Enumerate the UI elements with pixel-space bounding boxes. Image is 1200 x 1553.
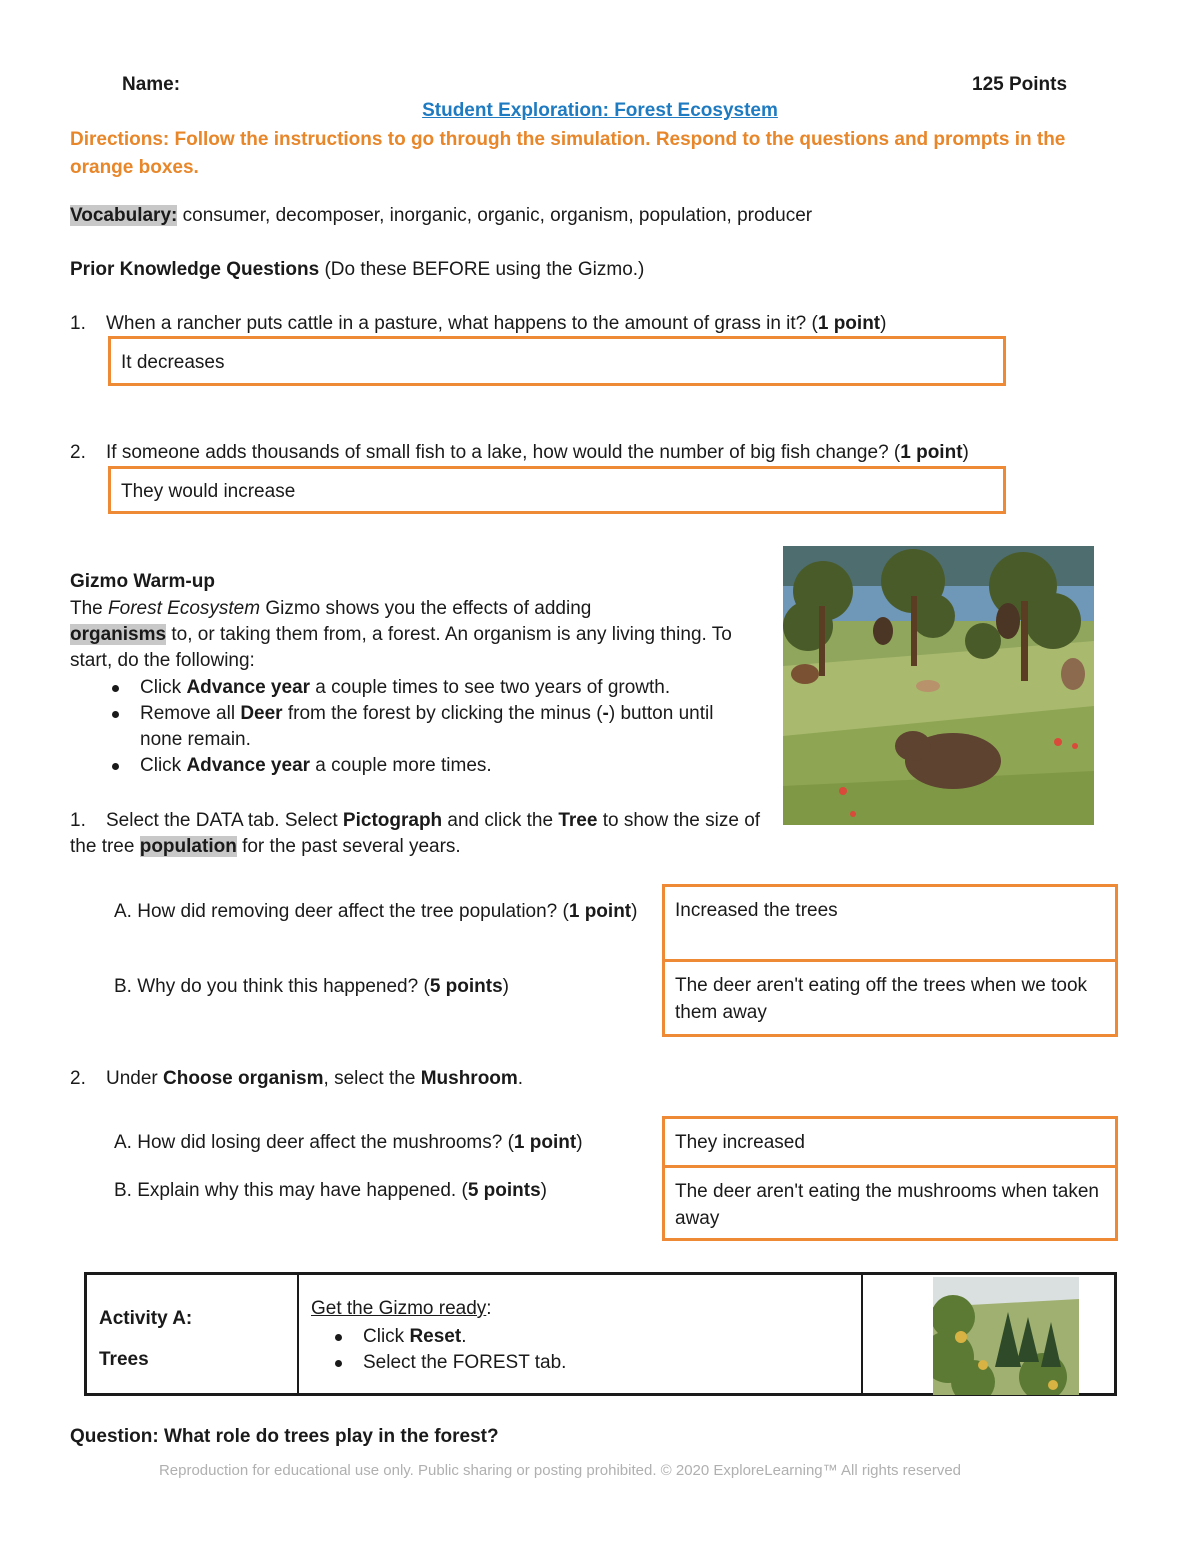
question-text: If someone adds thousands of small fish to a lake, how would the number of big fish change? ( [106,442,901,463]
answer-box-prior-2[interactable] [108,466,1006,514]
vocabulary-label: Vocabulary: [70,205,178,226]
term-choose-organism: Choose organism [163,1068,324,1089]
answer-box-2a[interactable] [662,1116,1118,1168]
footer-copyright: Reproduction for educational use only. Public sharing or posting prohibited. © 2020 ExploreLearning™ All rights reserved [158,1462,962,1479]
activity-subtitle: Trees [99,1349,149,1370]
activity-question: Question: What role do trees play in the forest? [70,1426,499,1447]
question-number: 2. [70,1068,86,1089]
question-2a: A. How did losing deer affect the mushrooms? (1 point) [114,1132,583,1153]
answer-text: The deer aren't eating off the trees when we took them away [675,975,1088,1023]
answer-box-prior-1[interactable] [108,336,1006,386]
question-points: 1 point [900,442,963,463]
activity-steps [293,1324,833,1376]
warmup-intro [70,596,750,674]
answer-box-1a[interactable] [662,884,1118,962]
question-text: to show the size of the tree [70,810,761,857]
forest-ecosystem-image [783,546,1094,825]
prior-knowledge-note: (Do these BEFORE using the Gizmo.) [324,259,645,280]
activity-step: Select the FOREST tab. [293,1350,833,1376]
question-text: , select the [323,1068,421,1089]
prior-knowledge-title: Prior Knowledge Questions [70,259,320,280]
term-tree: Tree [558,810,598,831]
warmup-step: Remove all Deer from the forest by clicking the minus (-) button until none remain. [70,701,760,753]
intro-text: to, or taking them from, a forest. An organism is any living thing. To start, do the following: [70,624,732,671]
directions: Directions: Follow the instructions to go through the simulation. Respond to the questions and prompts in the orange boxes. [70,129,1066,178]
vocabulary-terms: consumer, decomposer, inorganic, organic, organism, population, producer [182,205,813,226]
answer-text: They would increase [121,481,296,502]
question-text: for the past several years. [236,836,461,857]
question-text: Select the DATA tab. Select [106,810,343,831]
prior-knowledge-heading [70,259,644,281]
prior-question-1 [70,311,886,337]
answer-text: Increased the trees [675,900,838,921]
intro-italic: Forest Ecosystem [108,598,261,619]
intro-text: The [70,598,109,619]
answer-text: They increased [675,1132,805,1153]
trees-thumbnail-image [933,1277,1079,1395]
answer-box-1b[interactable] [662,959,1118,1037]
activity-table [84,1272,1117,1396]
term-population: population [139,836,237,857]
activity-instructions-cell [299,1275,863,1393]
prior-question-2 [70,440,969,466]
intro-text: Gizmo shows you the effects of adding [260,598,592,619]
question-text: . [517,1068,524,1089]
question-close: ) [962,442,969,463]
gizmo-ready-label: Get the Gizmo ready: [311,1298,492,1319]
question-close: ) [880,313,887,334]
vocabulary [70,205,812,227]
question-number: 2. [70,442,86,463]
question-1b: B. Why do you think this happened? (5 points) [114,976,509,997]
points-label: 125 Points [972,74,1068,95]
question-1a: A. How did removing deer affect the tree population? (1 point) [114,901,638,922]
warmup-heading: Gizmo Warm-up [70,571,215,592]
answer-text: The deer aren't eating the mushrooms when taken away [675,1181,1099,1229]
question-points: 1 point [817,313,881,334]
term-organisms: organisms [70,624,167,645]
warmup-step: Click Advance year a couple times to see two years of growth. [70,675,760,701]
answer-text: It decreases [121,352,225,373]
activity-image-cell [863,1275,1114,1393]
term-mushroom: Mushroom [420,1068,518,1089]
answer-box-2b[interactable] [662,1165,1118,1241]
page-title[interactable]: Student Exploration: Forest Ecosystem [422,100,778,121]
warmup-question-1 [70,808,770,860]
warmup-question-2 [70,1066,523,1092]
activity-step: Click Reset. [293,1324,833,1350]
term-pictograph: Pictograph [342,810,443,831]
warmup-steps [70,675,760,779]
activity-title: Activity A: [99,1308,193,1329]
activity-title-cell [87,1275,299,1393]
question-text: and click the [442,810,559,831]
question-number: 1. [70,313,86,334]
name-label: Name: [122,74,181,95]
forest-scene-illustration [783,546,1094,825]
question-text: Under [106,1068,164,1089]
question-text: When a rancher puts cattle in a pasture, what happens to the amount of grass in it? ( [106,313,818,334]
question-number: 1. [70,810,86,831]
question-2b: B. Explain why this may have happened. (5 points) [114,1180,547,1201]
warmup-step: Click Advance year a couple more times. [70,753,760,779]
